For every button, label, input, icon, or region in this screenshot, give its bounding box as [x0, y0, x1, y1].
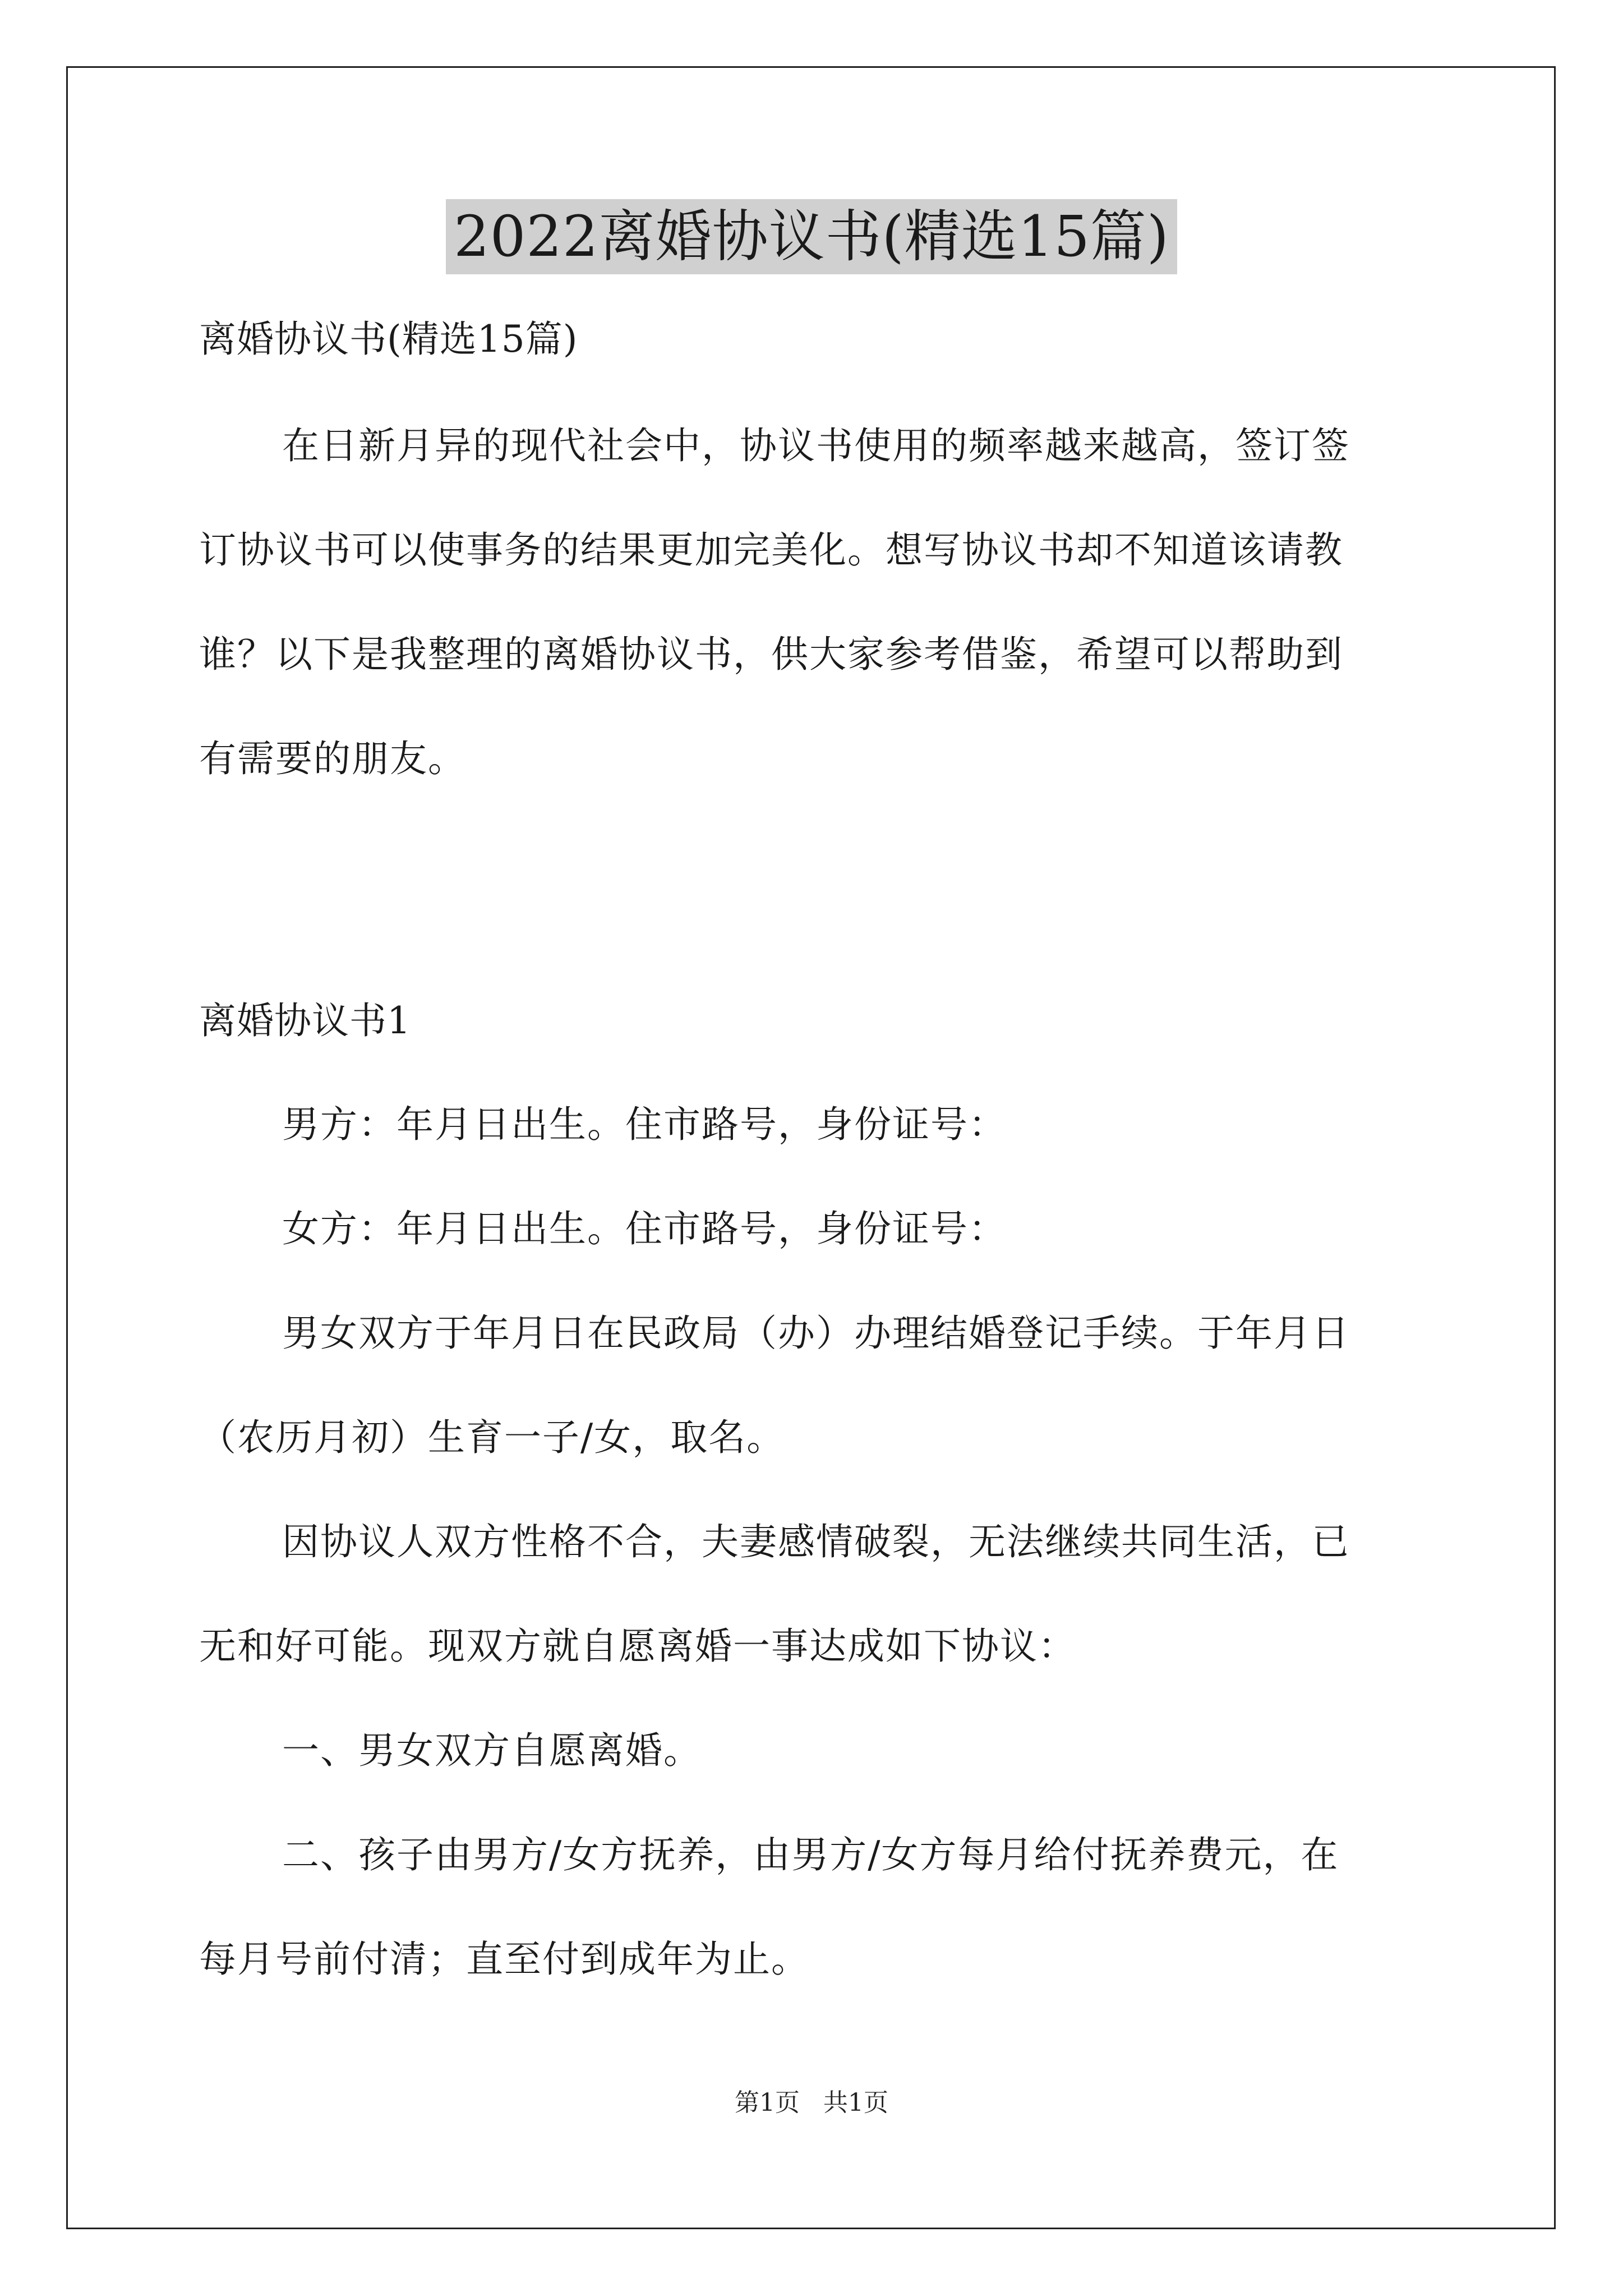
marriage-line: （农历月初）生育一子/女，取名。 — [199, 1416, 785, 1459]
clause-line: 一、男女双方自愿离婚。 — [282, 1729, 702, 1772]
title-container — [0, 199, 1623, 274]
female-info-line: 女方：年月日出生。住市路号，身份证号： — [282, 1207, 1007, 1250]
reason-line: 无和好可能。现双方就自愿离婚一事达成如下协议： — [199, 1625, 1076, 1668]
agreement-body — [199, 1097, 1427, 2036]
intro-paragraph — [199, 418, 1427, 835]
reason-line: 因协议人双方性格不合，夫妻感情破裂，无法继续共同生活，已 — [282, 1520, 1350, 1563]
document-subtitle: 离婚协议书(精选15篇) — [199, 318, 578, 361]
document-title: 2022离婚协议书(精选15篇) — [446, 199, 1177, 274]
clause-line: 每月号前付清；直至付到成年为止。 — [199, 1938, 809, 1981]
intro-line: 谁？以下是我整理的离婚协议书，供大家参考借鉴，希望可以帮助到 — [199, 633, 1343, 676]
intro-line: 有需要的朋友。 — [199, 737, 466, 780]
intro-line: 在日新月异的现代社会中，协议书使用的频率越来越高，签订签 — [282, 424, 1350, 467]
clause-line: 二、孩子由男方/女方抚养，由男方/女方每月给付抚养费元，在 — [282, 1833, 1339, 1876]
section-heading: 离婚协议书1 — [199, 999, 411, 1042]
male-info-line: 男方：年月日出生。住市路号，身份证号： — [282, 1103, 1007, 1146]
intro-line: 订协议书可以使事务的结果更加完美化。想写协议书却不知道该请教 — [199, 528, 1343, 572]
page-footer: 第1页 共1页 — [735, 2088, 888, 2117]
marriage-line: 男女双方于年月日在民政局（办）办理结婚登记手续。于年月日 — [282, 1312, 1350, 1355]
